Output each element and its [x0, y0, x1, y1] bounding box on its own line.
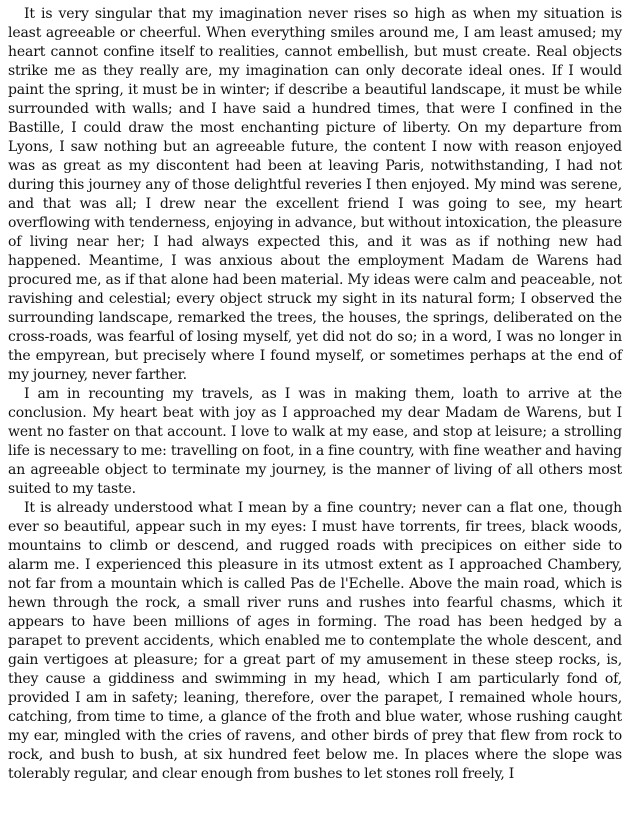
paragraph-fine-country: It is already understood what I mean by a fine country; never can a flat one, though ever so beautiful, appear such in my eyes: I must have torrents, fir trees, black woods, mountains to climb or descend, and rugged roads with precipices on either side to alarm me. I experienced this pleasure in its utmost extent as I approached Chambery, not far from a mountain which is called Pas de l'Echelle. Above the main road, which is hewn through the rock, a small river runs and rushes into fearful chasms, which it appears to have been millions of ages in forming. The road has been hedged by a parapet to prevent accidents, which enabled me to contemplate the whole descent, and gain vertigoes at pleasure; for a great part of my amusement in these steep rocks, is, they cause a giddiness and swimming in my head, which I am particularly fond of, provided I am in safety; leaning, therefore, over the parapet, I remained whole hours, catching, from time to time, a glance of the froth and blue water, whose rushing caught my ear, mingled with the cries of ravens, and other birds of prey that flew from rock to rock, and bush to bush, at six hundred feet below me. In places where the slope was tolerably regular, and clear enough from bushes to let stones roll freely, I — [8, 500, 622, 782]
paragraph-travels: I am in recounting my travels, as I was in making them, loath to arrive at the conclusion. My heart beat with joy as I approached my dear Madam de Warens, but I went no faster on that account. I love to walk at my ease, and stop at leisure; a strolling life is necessary to me: travelling on foot, in a fine country, with fine weather and having an agreeable object to terminate my journey, is the manner of living of all others most suited to my taste. — [8, 386, 622, 497]
paragraph-imagination: It is very singular that my imagination never rises so high as when my situation is least agreeable or cheerful. When everything smiles around me, I am least amused; my heart cannot confine itself to realities, cannot embellish, but must create. Real objects strike me as they really are, my imagination can only decorate ideal ones. If I would paint the spring, it must be in winter; if describe a beautiful landscape, it must be while surrounded with walls; and I have said a hundred times, that were I confined in the Bastille, I could draw the most enchanting picture of liberty. On my departure from Lyons, I saw nothing but an agreeable future, the content I now with reason enjoyed was as great as my discontent had been at leaving Paris, notwithstanding, I had not during this journey any of those delightful reveries I then enjoyed. My mind was serene, and that was all; I drew near the excellent friend I was going to see, my heart overflowing with tenderness, enjoying in advance, but without intoxication, the pleasure of living near her; I had always expected this, and it was as if nothing new had happened. Meantime, I was anxious about the employment Madam de Warens had procured me, as if that alone had been material. My ideas were calm and peaceable, not ravishing and celestial; every object struck my sight in its natural form; I observed the surrounding landscape, remarked the trees, the houses, the springs, deliberated on the cross-roads, was fearful of losing myself, yet did not do so; in a word, I was no longer in the empyrean, but precisely where I found myself, or sometimes perhaps at the end of my journey, never farther. — [8, 6, 622, 383]
